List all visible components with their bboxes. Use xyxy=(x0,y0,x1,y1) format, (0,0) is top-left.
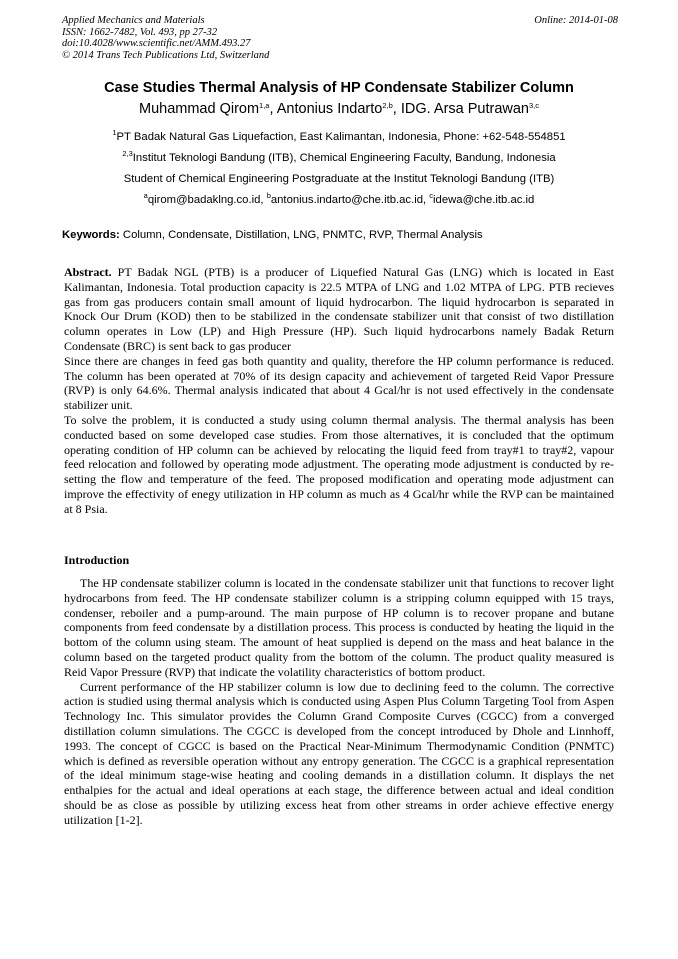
email-link[interactable]: idewa@che.itb.ac.id xyxy=(433,194,535,206)
intro-paragraph-2: Current performance of the HP stabilizer column is low due to declining feed to the column. The corrective action is studied using thermal analysis which is conducted using Aspen Plus Column Targeting Tool from Aspen Technology Inc. This simulator provides the Column Grand Composite Curves (CGCC) from a converged distillation column simulations. The CGCC is developed from the concept introduced by Dhole and Linnhoff, 1993. The concept of CGCC is based on the Practical Near-Minimum Thermodynamic Condition (PNMTC) which is defined as reversible operation without any entropy generation. The CGCC is a graphical representation of the ideal minimum stage-wise heating and cooling demands in a distillation column. It displays the net enthalpies for the actual and ideal operations at each stage, the difference between actual and ideal condition should be as close as possible by utilizing excess heat from other streams in order achieve effective energy utilization [1-2]. xyxy=(64,679,614,827)
issn-line: ISSN: 1662-7482, Vol. 493, pp 27-32 xyxy=(62,26,218,38)
intro-paragraph-1: The HP condensate stabilizer column is located in the condensate stabilizer unit that functions to recover light hydrocarbons from feed. The HP condensate stabilizer column is a stripping column equipped with 15 trays, condenser, reboiler and a pump-around. The main purpose of HP column is to recover propane and butane components from feed condensate by a distillation process. This process is conducted by heating the liquid in the bottom of the column using steam. The amount of heat supplied is depend on the mass and heat balance in the column based on the targeted product quality from the bottom of the column. The product quality measured is Reid Vapor Pressure (RVP) that indicate the volatility characteristics of bottom product. xyxy=(64,576,614,679)
abstract-paragraph-2: Since there are changes in feed gas both quantity and quality, therefore the HP column performance is reduced. The column has been operated at 70% of its design capacity and achievement of targeted Reid Vapor Pressure (RVP) is only 64.6%. Thermal analysis indicated that about 4 Gcal/hr is not used effectively in the condensate stabilizer unit. xyxy=(64,353,614,413)
author-sup: 3,c xyxy=(529,101,540,110)
author-name: Antonius Indarto xyxy=(276,101,383,117)
affiliation-sup: 1 xyxy=(112,128,117,137)
introduction-body xyxy=(64,576,614,828)
affiliation-sup: 2,3 xyxy=(122,149,133,158)
email-sup: c xyxy=(429,191,434,200)
journal-name: Applied Mechanics and Materials xyxy=(62,15,205,26)
author-name: Muhammad Qirom xyxy=(138,101,260,117)
affiliation-2 xyxy=(40,149,638,164)
author-list: Muhammad Qirom$^{1,a}$, Antonius Indarto$^{2,b}$, IDG. Arsa Putrawan$^{3,c}$ xyxy=(138,101,540,117)
section-heading-introduction: Introduction xyxy=(64,553,130,567)
email-link[interactable]: antonius.indarto@che.itb.ac.id xyxy=(270,194,424,206)
affiliation-1 xyxy=(40,128,638,143)
journal-header xyxy=(62,15,618,61)
abstract xyxy=(64,265,614,517)
abstract-paragraph-1 xyxy=(64,265,614,354)
affiliation-text: PT Badak Natural Gas Liquefaction, East Kalimantan, Indonesia, Phone: +62-548-554851 xyxy=(116,131,566,143)
online-date: Online: 2014-01-08 xyxy=(534,15,618,26)
doi-line: doi:10.4028/www.scientific.net/AMM.493.27 xyxy=(62,38,251,49)
keywords-label: Keywords: xyxy=(62,229,120,241)
email-line: $^a$qirom@badaklng.co.id, $^b$antonius.indarto@che.itb.ac.id, $^c$idewa@che.itb.ac.id xyxy=(143,191,535,206)
abstract-label: Abstract. xyxy=(64,265,112,279)
affiliation-3: Student of Chemical Engineering Postgraduate at the Institut Teknologi Bandung (ITB) xyxy=(123,173,555,185)
author-sup: 1,a xyxy=(259,101,270,110)
email-sup: a xyxy=(143,191,148,200)
paper-title: Case Studies Thermal Analysis of HP Condensate Stabilizer Column xyxy=(104,80,574,96)
abstract-paragraph-3: To solve the problem, it is conducted a study using column thermal analysis. The thermal analysis has been conducted based on some developed case studies. From those alternatives, it is concluded that the optimum operating condition of HP column can be achieved by relocating the liquid feed from tray#1 to tray#2, vapour feed relocation and followed by operating mode adjustment. The operating mode adjustment is conducted by re-setting the flow and temperature of the feed. The proposed modification and operating mode adjustment can improve the effectivity of enegy utilization in HP column as much as 4 Gcal/hr while the RVP can be maintained at 8 Psia. xyxy=(64,412,614,516)
email-link[interactable]: qirom@badaklng.co.id xyxy=(147,194,261,206)
copyright-line: © 2014 Trans Tech Publications Ltd, Switzerland xyxy=(62,49,270,61)
email-sup: b xyxy=(266,191,271,200)
author-sup: 2,b xyxy=(382,101,393,110)
keywords xyxy=(62,229,483,241)
keywords-text: Column, Condensate, Distillation, LNG, PNMTC, RVP, Thermal Analysis xyxy=(122,229,483,241)
author-name: IDG. Arsa Putrawan xyxy=(400,101,529,117)
abstract-text: PT Badak NGL (PTB) is a producer of Liquefied Natural Gas (LNG) which is located in East Kalimantan, Indonesia. Total production capacity is 22.5 MTPA of LNG and 1.02 MTPA of LPG. PTB recieves gas from gas producers contain small amount of liquid hydrocarbon. The liquid hydrocarbon is separated in Knock Our Drum (KOD) then to be stabilized in the condensate stabilizer unit that consist of two distillation column operates in Low (LP) and High Pressure (HP). Such liquid hydrocarbons namely Badak Return Condensate (BRC) is sent back to gas producer xyxy=(64,265,615,353)
affiliation-text: Institut Teknologi Bandung (ITB), Chemical Engineering Faculty, Bandung, Indonesia xyxy=(132,152,556,164)
